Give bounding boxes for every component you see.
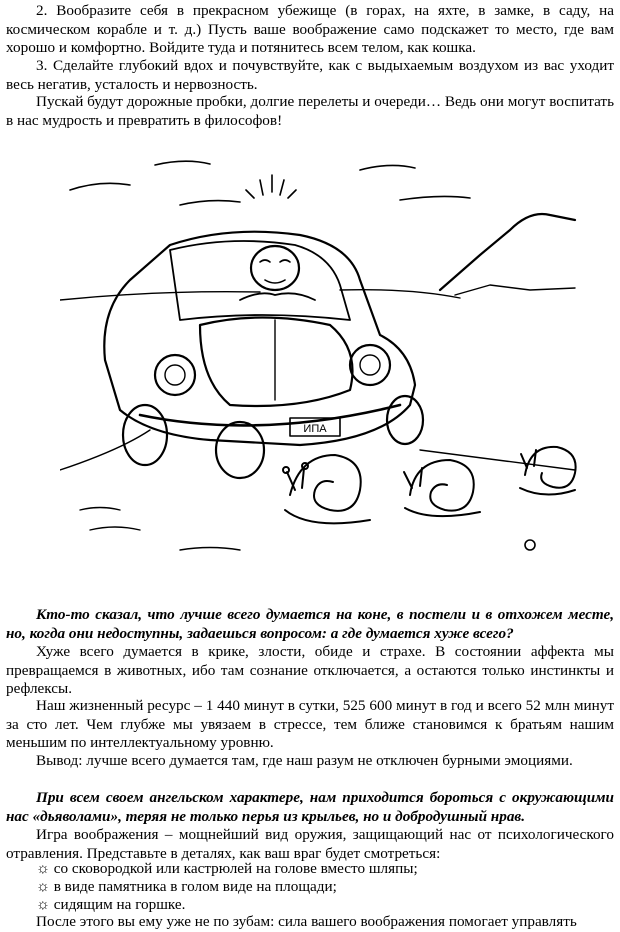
bullet-item-potty: ☼ сидящим на горшке.	[36, 896, 186, 913]
section1-paragraph-conclusion: Вывод: лучше всего думается там, где наш разум не отключен бурными эмоциями.	[36, 752, 573, 769]
paragraph-refuge: 2. Вообразите себя в прекрасном убежище (в горах, на яхте, в замке, в саду, на космическом корабле и т. д.) Пусть ваше воображение само подскажет то место, где вам хорошо и комфортно. Войдите туда и потянитесь всем телом, как кошка.	[6, 2, 614, 57]
bullet-item-monument: ☼ в виде памятника в голом виде на площади;	[36, 878, 337, 895]
snail-middle	[404, 460, 480, 516]
section2-paragraph-imagination: Игра воображения – мощнейший вид оружия, защищающий нас от психологического отравления. Представьте в деталях, как ваш враг будет смотреться:	[6, 826, 614, 862]
snail-right	[520, 447, 576, 495]
paragraph-breath: 3. Сделайте глубокий вдох и почувствуйте, как с выдыхаемым воздухом из вас уходит весь негатив, усталость и нервозность.	[6, 57, 614, 93]
paragraph-traffic: Пускай будут дорожные пробки, долгие перелеты и очереди… Ведь они могут воспитать в нас мудрость и превратить в философов!	[6, 93, 614, 129]
snail-left	[283, 455, 370, 523]
section1-heading: Кто-то сказал, что лучше всего думается на коне, в постели и в отхожем месте, но, когда они недоступны, задаешься вопросом: а где думается хуже всего?	[6, 606, 614, 642]
car-and-snails-illustration	[60, 150, 580, 590]
section1-paragraph-affect: Хуже всего думается в крике, злости, обиде и страхе. В состоянии аффекта мы превращаемся в животных, ибо там сознание отключается, а остаются только инстинкты и рефлексы.	[6, 643, 614, 698]
paragraph-last-line: После этого вы ему уже не по зубам: сила вашего воображения помогает управлять	[36, 913, 577, 930]
section2-heading: При всем своем ангельском характере, нам приходится бороться с окружающими нас «дьяволами», теряя не только перья из крыльев, но и добродушный нрав.	[6, 789, 614, 825]
section1-paragraph-resource: Наш жизненный ресурс – 1 440 минут в сутки, 525 600 минут в год и всего 52 млн минут за сто лет. Чем глубже мы увязаем в стрессе, тем ближе становимся к братьям нашим меньшим по интеллектуальному уровню.	[6, 697, 614, 752]
license-plate-text: ИПА	[303, 423, 327, 435]
bullet-item-pan: ☼ со сковородкой или кастрюлей на голове вместо шляпы;	[36, 860, 418, 877]
